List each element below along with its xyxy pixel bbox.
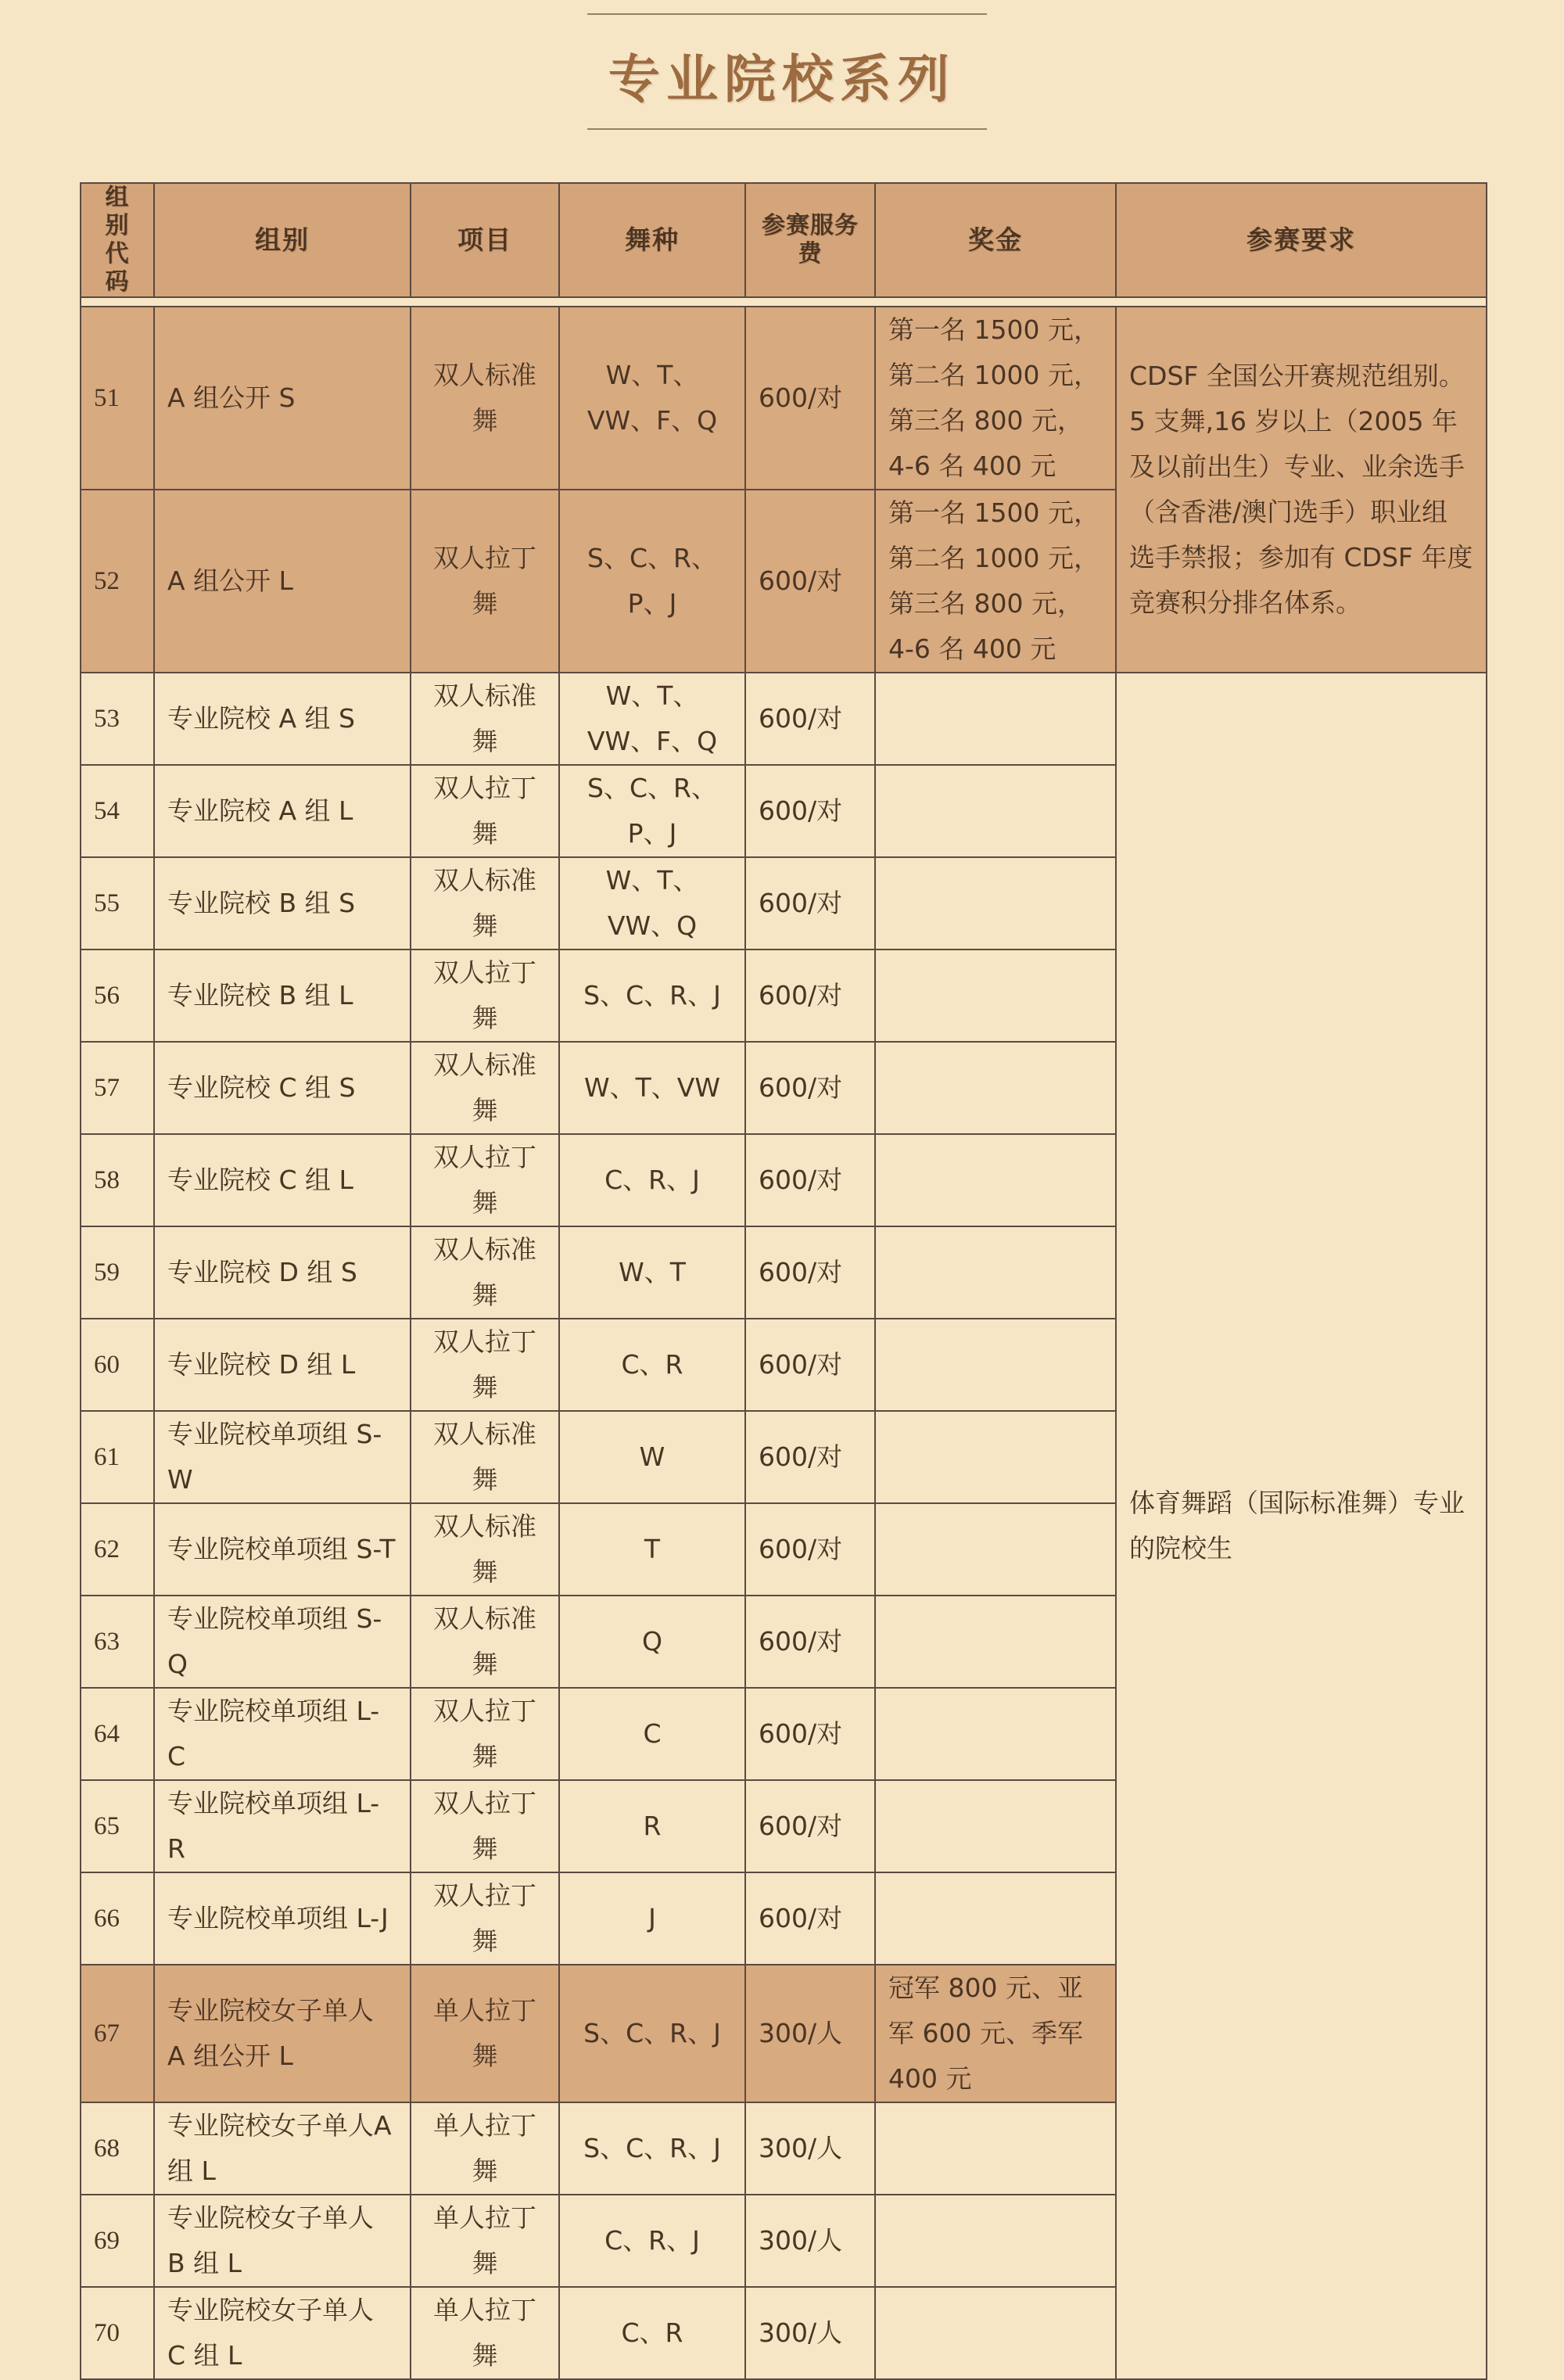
code-cell: 57 — [81, 1042, 154, 1134]
item-cell: 双人拉丁舞 — [411, 949, 559, 1042]
item-cell: 双人拉丁舞 — [411, 765, 559, 857]
code-cell: 52 — [81, 490, 154, 673]
group-cell: 专业院校女子单人 C 组 L — [154, 2287, 411, 2379]
dance-cell: R — [559, 1780, 745, 1872]
title-section — [0, 0, 1564, 141]
fee-cell: 600/对 — [745, 1872, 875, 1965]
fee-cell: 600/对 — [745, 1319, 875, 1411]
code-cell: 68 — [81, 2102, 154, 2195]
item-cell: 双人拉丁舞 — [411, 1780, 559, 1872]
group-cell: 专业院校 B 组 S — [154, 857, 411, 949]
fee-cell: 300/人 — [745, 1965, 875, 2102]
code-cell: 59 — [81, 1226, 154, 1319]
item-cell: 双人拉丁舞 — [411, 1134, 559, 1226]
group-cell: 专业院校女子单人 B 组 L — [154, 2195, 411, 2287]
fee-cell: 600/对 — [745, 1503, 875, 1596]
group-cell: 专业院校 A 组 S — [154, 673, 411, 765]
group-cell: 专业院校单项组 S-T — [154, 1503, 411, 1596]
item-cell: 单人拉丁舞 — [411, 2287, 559, 2379]
group-cell: 专业院校女子单人A 组 L — [154, 2102, 411, 2195]
group-cell: 专业院校 C 组 L — [154, 1134, 411, 1226]
code-cell: 66 — [81, 1872, 154, 1965]
fee-cell: 600/对 — [745, 1688, 875, 1780]
dance-cell: Q — [559, 1596, 745, 1688]
table-header — [81, 183, 1487, 297]
dance-cell: C、R、J — [559, 2195, 745, 2287]
requirement-cell-a: CDSF 全国公开赛规范组别。5 支舞,16 岁以上（2005 年及以前出生）专业、业余选手（含香港/澳门选手）职业组选手禁报；参加有 CDSF 年度竞赛积分排名体系。 — [1116, 307, 1487, 673]
dance-cell: W — [559, 1411, 745, 1503]
item-cell: 双人标准舞 — [411, 857, 559, 949]
prize-cell — [875, 1688, 1116, 1780]
header-code: 组别代码 — [81, 183, 154, 297]
code-cell: 60 — [81, 1319, 154, 1411]
prize-cell — [875, 1596, 1116, 1688]
fee-cell: 600/对 — [745, 673, 875, 765]
prize-cell — [875, 2195, 1116, 2287]
group-cell: 专业院校 D 组 L — [154, 1319, 411, 1411]
fee-cell: 600/对 — [745, 765, 875, 857]
dance-cell: C、R、J — [559, 1134, 745, 1226]
item-cell: 双人标准舞 — [411, 673, 559, 765]
group-cell: 专业院校 A 组 L — [154, 765, 411, 857]
dance-cell: S、C、R、J — [559, 2102, 745, 2195]
code-cell: 70 — [81, 2287, 154, 2379]
code-cell: 64 — [81, 1688, 154, 1780]
item-cell: 双人标准舞 — [411, 1596, 559, 1688]
group-cell: 专业院校单项组 L-C — [154, 1688, 411, 1780]
prize-cell: 第一名 1500 元，第二名 1000 元，第三名 800 元，4-6 名 400 元 — [875, 307, 1116, 490]
dance-cell: C、R — [559, 2287, 745, 2379]
title-bottom-rule — [587, 128, 987, 130]
code-cell: 65 — [81, 1780, 154, 1872]
prize-cell — [875, 949, 1116, 1042]
header-group: 组别 — [154, 183, 411, 297]
dance-cell: J — [559, 1872, 745, 1965]
fee-cell: 600/对 — [745, 1780, 875, 1872]
item-cell: 双人拉丁舞 — [411, 1688, 559, 1780]
competition-table — [80, 182, 1487, 2380]
dance-cell: W、T、VW、F、Q — [559, 307, 745, 490]
prize-cell — [875, 765, 1116, 857]
fee-cell: 300/人 — [745, 2102, 875, 2195]
item-cell: 双人标准舞 — [411, 1503, 559, 1596]
header-gap — [81, 297, 1487, 307]
prize-cell — [875, 2287, 1116, 2379]
fee-cell: 600/对 — [745, 1596, 875, 1688]
fee-cell: 600/对 — [745, 1226, 875, 1319]
group-cell: A 组公开 L — [154, 490, 411, 673]
header-dance: 舞种 — [559, 183, 745, 297]
dance-cell: W、T、VW、F、Q — [559, 673, 745, 765]
group-cell: 专业院校单项组 L-R — [154, 1780, 411, 1872]
header-prize: 奖金 — [875, 183, 1116, 297]
prize-cell: 第一名 1500 元，第二名 1000 元，第三名 800 元，4-6 名 400 元 — [875, 490, 1116, 673]
fee-cell: 600/对 — [745, 949, 875, 1042]
group-cell: 专业院校单项组 S-Q — [154, 1596, 411, 1688]
fee-cell: 300/人 — [745, 2287, 875, 2379]
fee-cell: 600/对 — [745, 857, 875, 949]
item-cell: 双人拉丁舞 — [411, 490, 559, 673]
prize-cell: 冠军 800 元、亚军 600 元、季军 400 元 — [875, 1965, 1116, 2102]
prize-cell — [875, 1042, 1116, 1134]
item-cell: 单人拉丁舞 — [411, 1965, 559, 2102]
item-cell: 双人标准舞 — [411, 307, 559, 490]
item-cell: 双人标准舞 — [411, 1042, 559, 1134]
item-cell: 双人标准舞 — [411, 1226, 559, 1319]
group-cell: 专业院校 C 组 S — [154, 1042, 411, 1134]
table-row — [81, 673, 1487, 765]
code-cell: 53 — [81, 673, 154, 765]
group-cell: 专业院校 B 组 L — [154, 949, 411, 1042]
prize-cell — [875, 1780, 1116, 1872]
code-cell: 51 — [81, 307, 154, 490]
fee-cell: 600/对 — [745, 307, 875, 490]
dance-cell: W、T、VW、Q — [559, 857, 745, 949]
dance-cell: W、T、VW — [559, 1042, 745, 1134]
prize-cell — [875, 673, 1116, 765]
header-requirement: 参赛要求 — [1116, 183, 1487, 297]
group-cell: 专业院校女子单人 A 组公开 L — [154, 1965, 411, 2102]
item-cell: 双人拉丁舞 — [411, 1872, 559, 1965]
table-row — [81, 307, 1487, 490]
fee-cell: 600/对 — [745, 1042, 875, 1134]
code-cell: 54 — [81, 765, 154, 857]
code-cell: 55 — [81, 857, 154, 949]
item-cell: 双人拉丁舞 — [411, 1319, 559, 1411]
fee-cell: 600/对 — [745, 1411, 875, 1503]
prize-cell — [875, 857, 1116, 949]
code-cell: 61 — [81, 1411, 154, 1503]
dance-cell: C、R — [559, 1319, 745, 1411]
fee-cell: 300/人 — [745, 2195, 875, 2287]
group-cell: 专业院校 D 组 S — [154, 1226, 411, 1319]
dance-cell: W、T — [559, 1226, 745, 1319]
requirement-cell-b: 体育舞蹈（国际标准舞）专业的院校生 — [1116, 673, 1487, 2379]
dance-cell: S、C、R、J — [559, 949, 745, 1042]
item-cell: 单人拉丁舞 — [411, 2195, 559, 2287]
title-top-rule — [587, 13, 987, 15]
dance-cell: S、C、R、P、J — [559, 765, 745, 857]
prize-cell — [875, 1226, 1116, 1319]
dance-cell: S、C、R、P、J — [559, 490, 745, 673]
code-cell: 63 — [81, 1596, 154, 1688]
prize-cell — [875, 2102, 1116, 2195]
item-cell: 双人标准舞 — [411, 1411, 559, 1503]
dance-cell: S、C、R、J — [559, 1965, 745, 2102]
code-cell: 58 — [81, 1134, 154, 1226]
prize-cell — [875, 1134, 1116, 1226]
code-cell: 62 — [81, 1503, 154, 1596]
item-cell: 单人拉丁舞 — [411, 2102, 559, 2195]
header-fee: 参赛服务费 — [745, 183, 875, 297]
prize-cell — [875, 1872, 1116, 1965]
prize-cell — [875, 1411, 1116, 1503]
dance-cell: T — [559, 1503, 745, 1596]
group-cell: 专业院校单项组 L-J — [154, 1872, 411, 1965]
group-cell: A 组公开 S — [154, 307, 411, 490]
fee-cell: 600/对 — [745, 490, 875, 673]
fee-cell: 600/对 — [745, 1134, 875, 1226]
code-cell: 56 — [81, 949, 154, 1042]
prize-cell — [875, 1503, 1116, 1596]
code-cell: 69 — [81, 2195, 154, 2287]
page-title: 专业院校系列 — [608, 49, 956, 109]
code-cell: 67 — [81, 1965, 154, 2102]
dance-cell: C — [559, 1688, 745, 1780]
header-item: 项目 — [411, 183, 559, 297]
prize-cell — [875, 1319, 1116, 1411]
group-cell: 专业院校单项组 S-W — [154, 1411, 411, 1503]
